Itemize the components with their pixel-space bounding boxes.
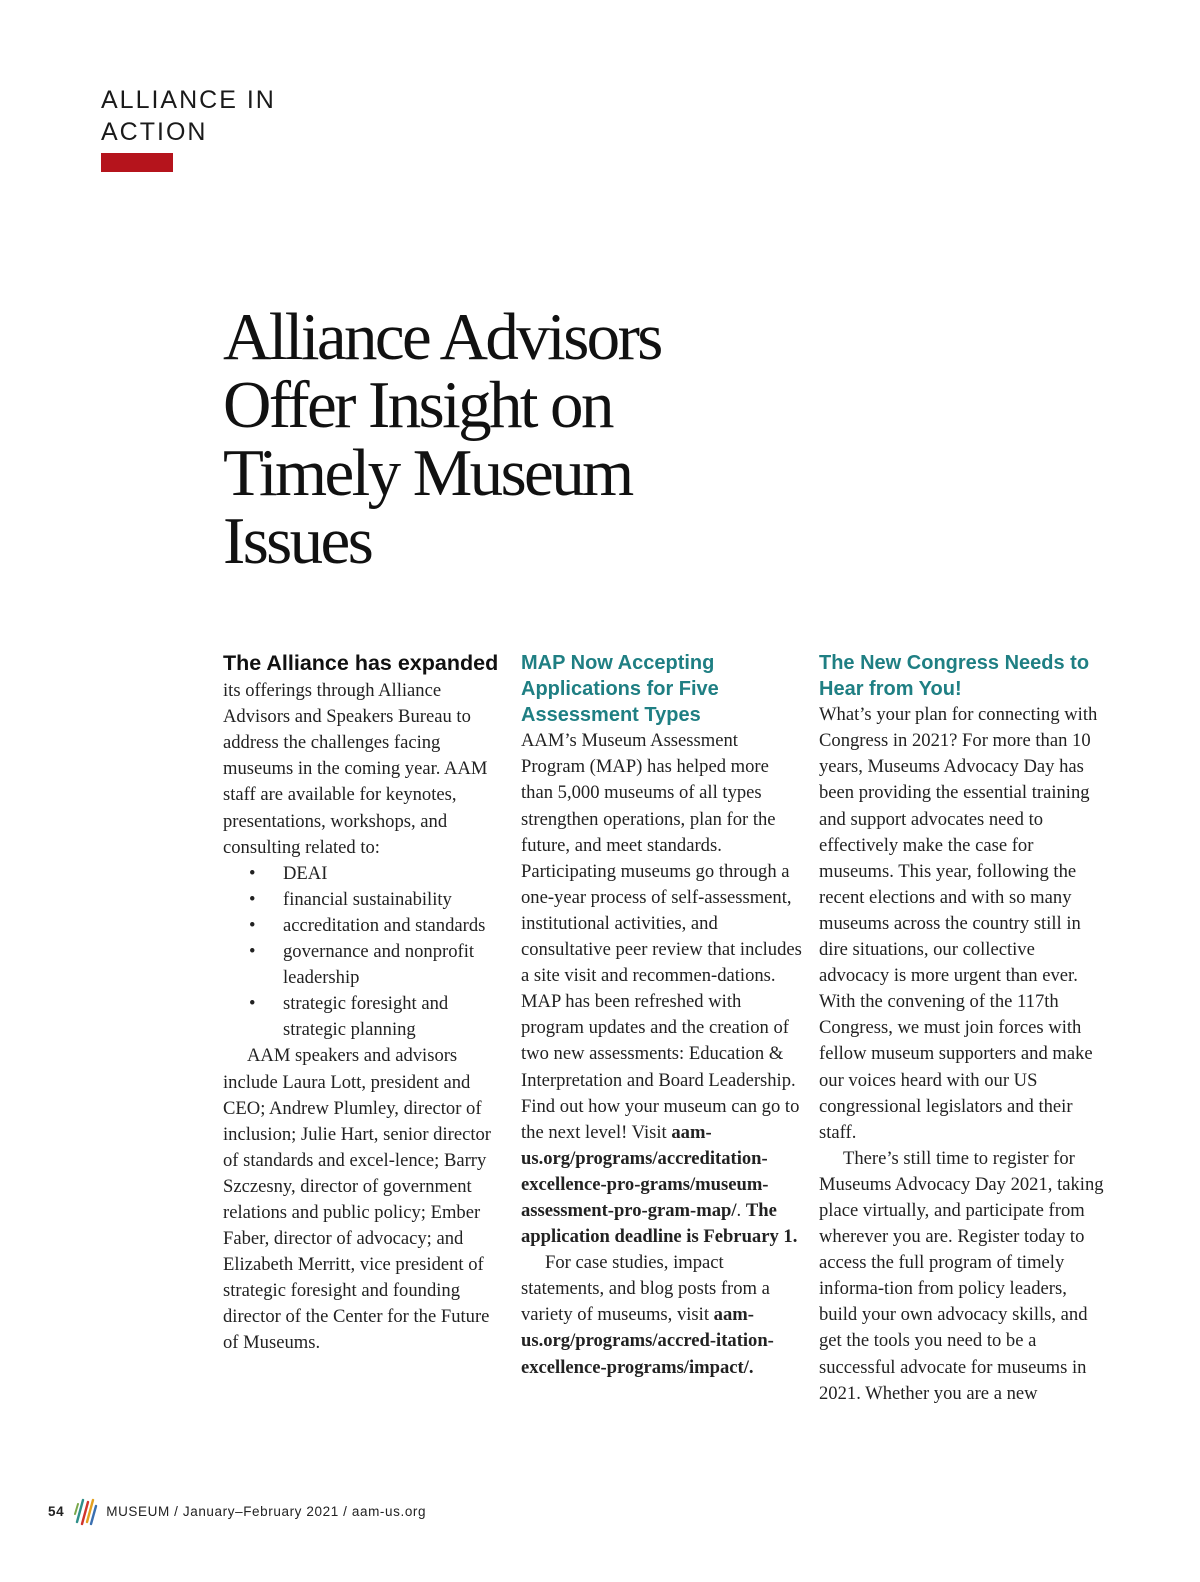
publication-info: MUSEUM / January–February 2021 / aam-us.org xyxy=(106,1503,427,1519)
map-text: AAM’s Museum Assessment Program (MAP) has helped more than 5,000 museums of all types strengthen operations, plan for the future, and meet standards. Participating museums go through a one-year process of self-assessment, institutional activities, and consultative peer review that includes a site visit and recommen-dations. MAP has been refreshed with program updates and the creation of two new assessments: Education & Interpretation and Board Leadership. Find out how your museum can go to the next level! Visit xyxy=(521,730,802,1143)
map-link[interactable]: aam-us.org/programs/accreditation-excellence-pro-grams/museum-assessment-pro-gram-map/ xyxy=(521,1121,769,1221)
deadline-text: The application deadline is February 1. xyxy=(521,1199,798,1248)
list-item xyxy=(223,991,505,1043)
case-studies-paragraph xyxy=(521,1250,805,1380)
intro-paragraph xyxy=(223,650,505,861)
topics-list xyxy=(223,861,505,1044)
page-footer xyxy=(48,1499,426,1523)
map-paragraph xyxy=(521,728,805,1250)
list-item-text: strategic foresight and strategic planning xyxy=(283,993,449,1041)
bullet-icon: • xyxy=(249,888,256,910)
intro-text: its offerings through Alliance Advisors and Speakers Bureau to address the challenges facing museums in the coming year. AAM staff are available for keynotes, presentations, workshops, and consulting related to: xyxy=(223,680,488,858)
column-alliance-advisors xyxy=(223,650,505,1357)
section-label-line-2: ACTION xyxy=(101,118,208,146)
bullet-icon: • xyxy=(249,941,256,963)
map-link-end: . xyxy=(736,1199,746,1221)
list-item xyxy=(223,939,505,991)
congress-heading: The New Congress Needs to Hear from You! xyxy=(819,652,1090,701)
bullet-icon: • xyxy=(249,862,256,884)
article-title xyxy=(223,300,783,578)
speakers-paragraph: AAM speakers and advisors include Laura Lott, president and CEO; Andrew Plumley, director of inclusion; Julie Hart, senior director of standards and excel-lence; Barry Szczesny, director of government relations and public policy; Ember Faber, director of advocacy; and Elizabeth Merritt, vice president of strategic foresight and founding director of the Center for the Future of Museums. xyxy=(223,1045,491,1354)
page-number: 54 xyxy=(48,1503,65,1519)
accent-bar xyxy=(101,153,173,172)
bullet-icon: • xyxy=(249,914,256,936)
title-line: Alliance Advisors xyxy=(223,300,661,374)
congress-paragraph: What’s your plan for connecting with Congress in 2021? For more than 10 years, Museums Advocacy Day has been providing the essential training and support advocates need to effectively make the case for museums. This year, following the recent elections and with so many museums across the country still in dire situations, our collective advocacy is more urgent than ever. With the convening of the 117th Congress, we must join forces with fellow museum supporters and make our voices heard with our US congressional legislators and their staff. xyxy=(819,704,1098,1143)
list-item-text: accreditation and standards xyxy=(283,914,486,936)
column-congress xyxy=(819,650,1109,1407)
list-item xyxy=(223,887,505,913)
section-label xyxy=(101,84,276,148)
list-item xyxy=(223,861,505,887)
column-map xyxy=(521,650,805,1381)
title-line: Offer Insight on xyxy=(223,368,612,442)
title-line: Issues xyxy=(223,504,372,578)
title-line: Timely Museum xyxy=(223,436,632,510)
section-label-line-1: ALLIANCE IN xyxy=(101,86,276,114)
case-studies-text: For case studies, impact statements, and blog posts from a variety of museums, visit xyxy=(521,1252,770,1326)
lead-in: The Alliance has expanded xyxy=(223,651,499,675)
list-item xyxy=(223,913,505,939)
aam-striped-logo-icon xyxy=(74,1496,98,1526)
map-heading: MAP Now Accepting Applications for Five Assessment Types xyxy=(521,652,719,727)
impact-link[interactable]: aam-us.org/programs/accred-itation-excellence-programs/impact/. xyxy=(521,1304,774,1378)
register-paragraph: There’s still time to register for Museums Advocacy Day 2021, taking place virtually, and participate from wherever you are. Register today to access the full program of timely informa-tion from policy leaders, build your own advocacy skills, and get the tools you need to be a successful advocate for museums in 2021. Whether you are a new xyxy=(819,1147,1104,1404)
list-item-text: governance and nonprofit leadership xyxy=(283,941,475,989)
list-item-text: financial sustainability xyxy=(283,888,452,910)
bullet-icon: • xyxy=(249,993,256,1015)
list-item-text: DEAI xyxy=(283,862,328,884)
